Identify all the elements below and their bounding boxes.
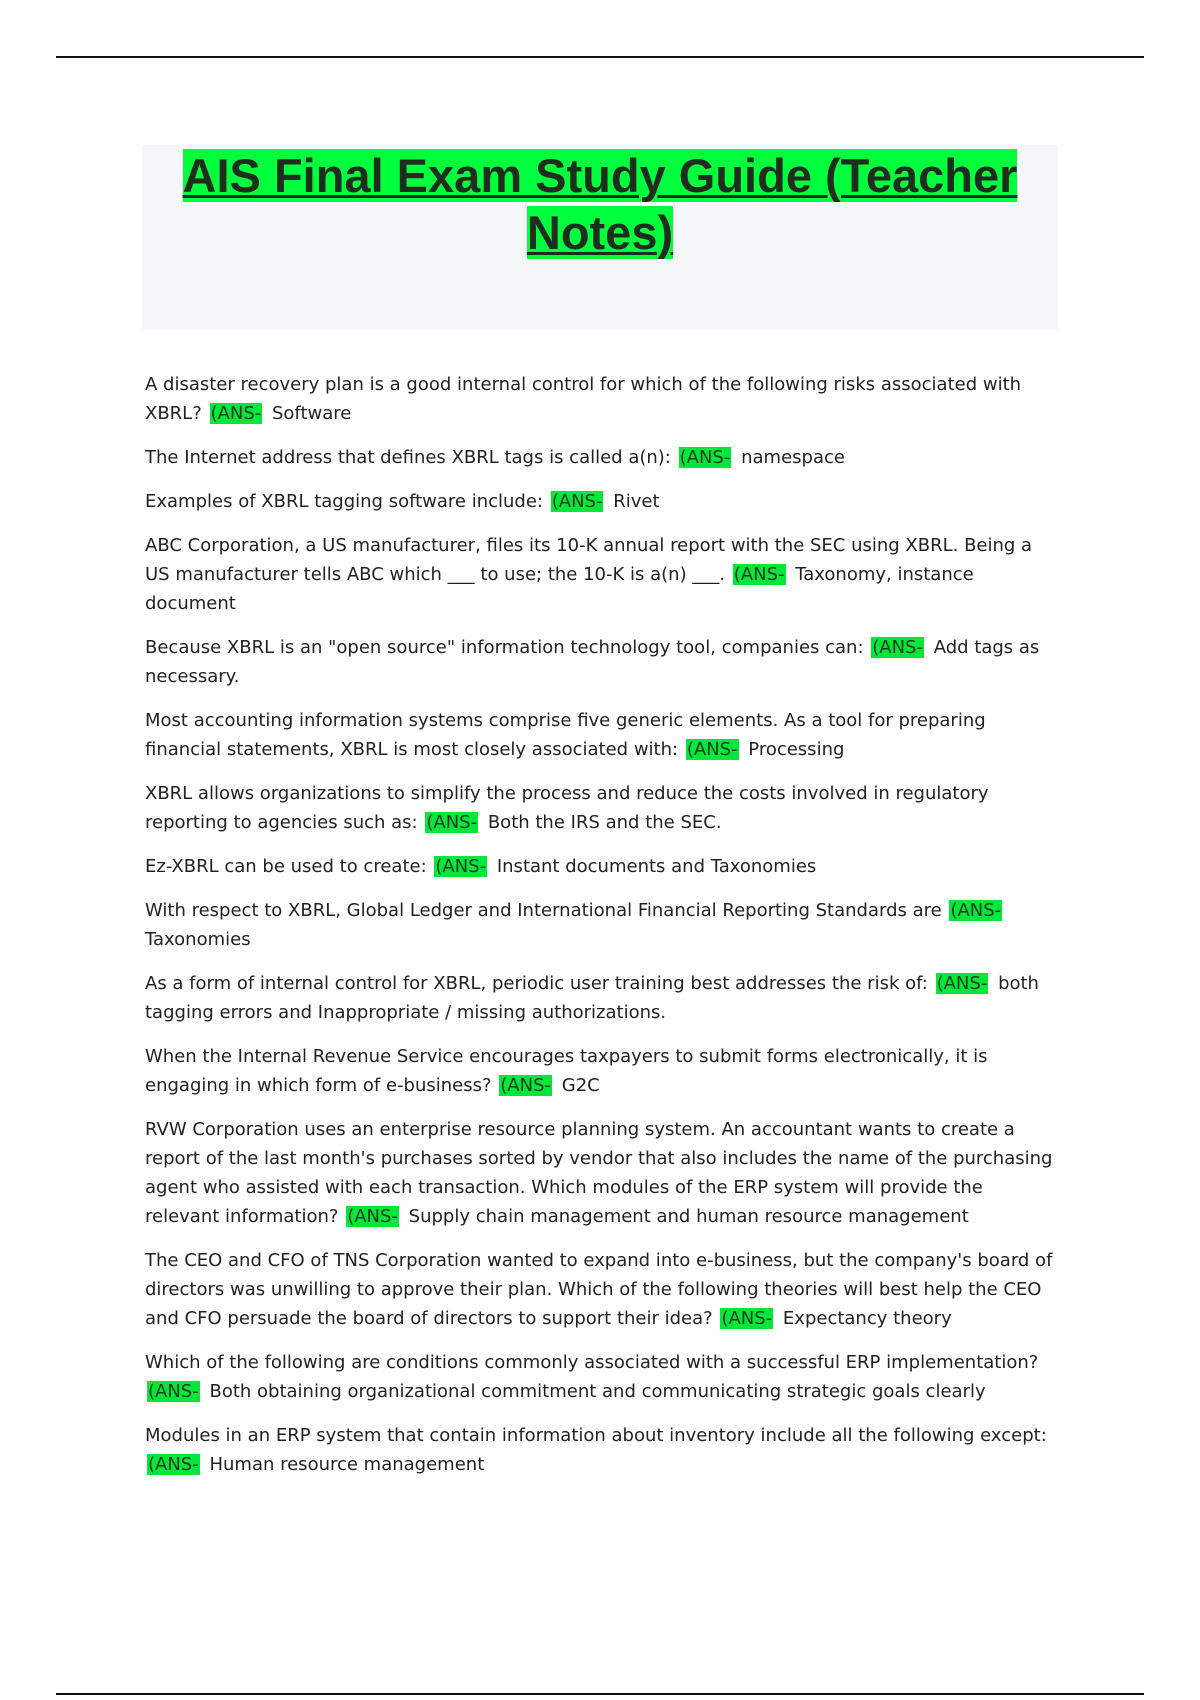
title-banner [142,145,1058,330]
question-text: Modules in an ERP system that contain information about inventory include all the following except: [145,1425,1047,1446]
answer-marker: (ANS- [872,637,923,658]
qa-item [145,852,1055,881]
qa-item [145,443,1055,472]
question-text: A disaster recovery plan is a good internal control for which of the following risks associated with XBRL? [145,374,1022,424]
question-text: With respect to XBRL, Global Ledger and International Financial Reporting Standards are [145,900,942,921]
answer-text: both tagging errors and Inappropriate / missing authorizations. [145,973,1039,1023]
qa-item [145,706,1055,764]
question-text: As a form of internal control for XBRL, periodic user training best addresses the risk of: [145,973,928,994]
answer-text: G2C [561,1075,600,1096]
answer-text: namespace [741,447,845,468]
qa-item [145,531,1055,618]
answer-text: Add tags as necessary. [145,637,1040,687]
header-rule [56,56,1144,58]
answer-marker: (ANS- [426,812,478,833]
qa-item [145,1115,1055,1231]
answer-marker: (ANS- [148,1381,199,1402]
qa-item [145,1042,1055,1100]
qa-item [145,487,1055,516]
qa-item [145,1348,1055,1406]
qa-item [145,1421,1055,1479]
answer-text: Supply chain management and human resource management [408,1206,969,1227]
answer-text: Both obtaining organizational commitment and communicating strategic goals clearly [209,1381,986,1402]
answer-text: Taxonomy, instance document [145,564,974,614]
qa-item [145,1246,1055,1333]
question-text: RVW Corporation uses an enterprise resource planning system. An accountant wants to create a report of the last month's purchases sorted by vendor that also includes the name of the purchasing agent who assisted with each transaction. Which modules of the ERP system will provide the relevant information? [145,1119,1053,1227]
qa-item [145,633,1055,691]
answer-text: Rivet [613,491,660,512]
page-title-text: AIS Final Exam Study Guide (Teacher Notes) [182,149,1018,259]
qa-item [145,370,1055,428]
answer-marker: (ANS- [347,1206,398,1227]
qa-item [145,779,1055,837]
answer-text: Software [271,403,352,424]
answer-marker: (ANS- [950,900,1002,921]
qa-item [145,896,1055,954]
footer-rule [56,1693,1144,1695]
answer-text: Instant documents and Taxonomies [496,856,817,877]
answer-marker: (ANS- [210,403,262,424]
question-text: XBRL allows organizations to simplify the process and reduce the costs involved in regulatory reporting to agencies such as: [145,783,989,833]
question-text: Because XBRL is an "open source" information technology tool, companies can: [145,637,864,658]
qa-item [145,969,1055,1027]
question-text: ABC Corporation, a US manufacturer, files its 10-K annual report with the SEC using XBRL. Being a US manufacturer tells ABC which ___ to use; the 10-K is a(n) ___. [145,535,1033,585]
answer-marker: (ANS- [435,856,487,877]
question-text: The Internet address that defines XBRL tags is called a(n): [145,447,671,468]
question-text: Ez-XBRL can be used to create: [145,856,427,877]
answer-marker: (ANS- [733,564,785,585]
question-text: Most accounting information systems comprise five generic elements. As a tool for preparing financial statements, XBRL is most closely associated with: [145,710,986,760]
question-answer-list [145,370,1055,1494]
answer-text: Expectancy theory [782,1308,952,1329]
answer-marker: (ANS- [551,491,603,512]
answer-text: Taxonomies [145,929,251,950]
answer-marker: (ANS- [936,973,988,994]
question-text: Which of the following are conditions commonly associated with a successful ERP implementation? [145,1352,1039,1373]
page-title [142,145,1058,261]
answer-marker: (ANS- [686,739,738,760]
answer-text: Human resource management [209,1454,485,1475]
question-text: When the Internal Revenue Service encourages taxpayers to submit forms electronically, it is engaging in which form of e-business? [145,1046,988,1096]
question-text: The CEO and CFO of TNS Corporation wanted to expand into e-business, but the company's board of directors was unwilling to approve their plan. Which of the following theories will best help the CEO and CFO persuade the board of directors to support their idea? [145,1250,1053,1329]
answer-marker: (ANS- [500,1075,552,1096]
question-text: Examples of XBRL tagging software include: [145,491,543,512]
answer-marker: (ANS- [721,1308,773,1329]
answer-marker: (ANS- [148,1454,199,1475]
answer-text: Processing [748,739,845,760]
answer-marker: (ANS- [679,447,731,468]
answer-text: Both the IRS and the SEC. [487,812,722,833]
